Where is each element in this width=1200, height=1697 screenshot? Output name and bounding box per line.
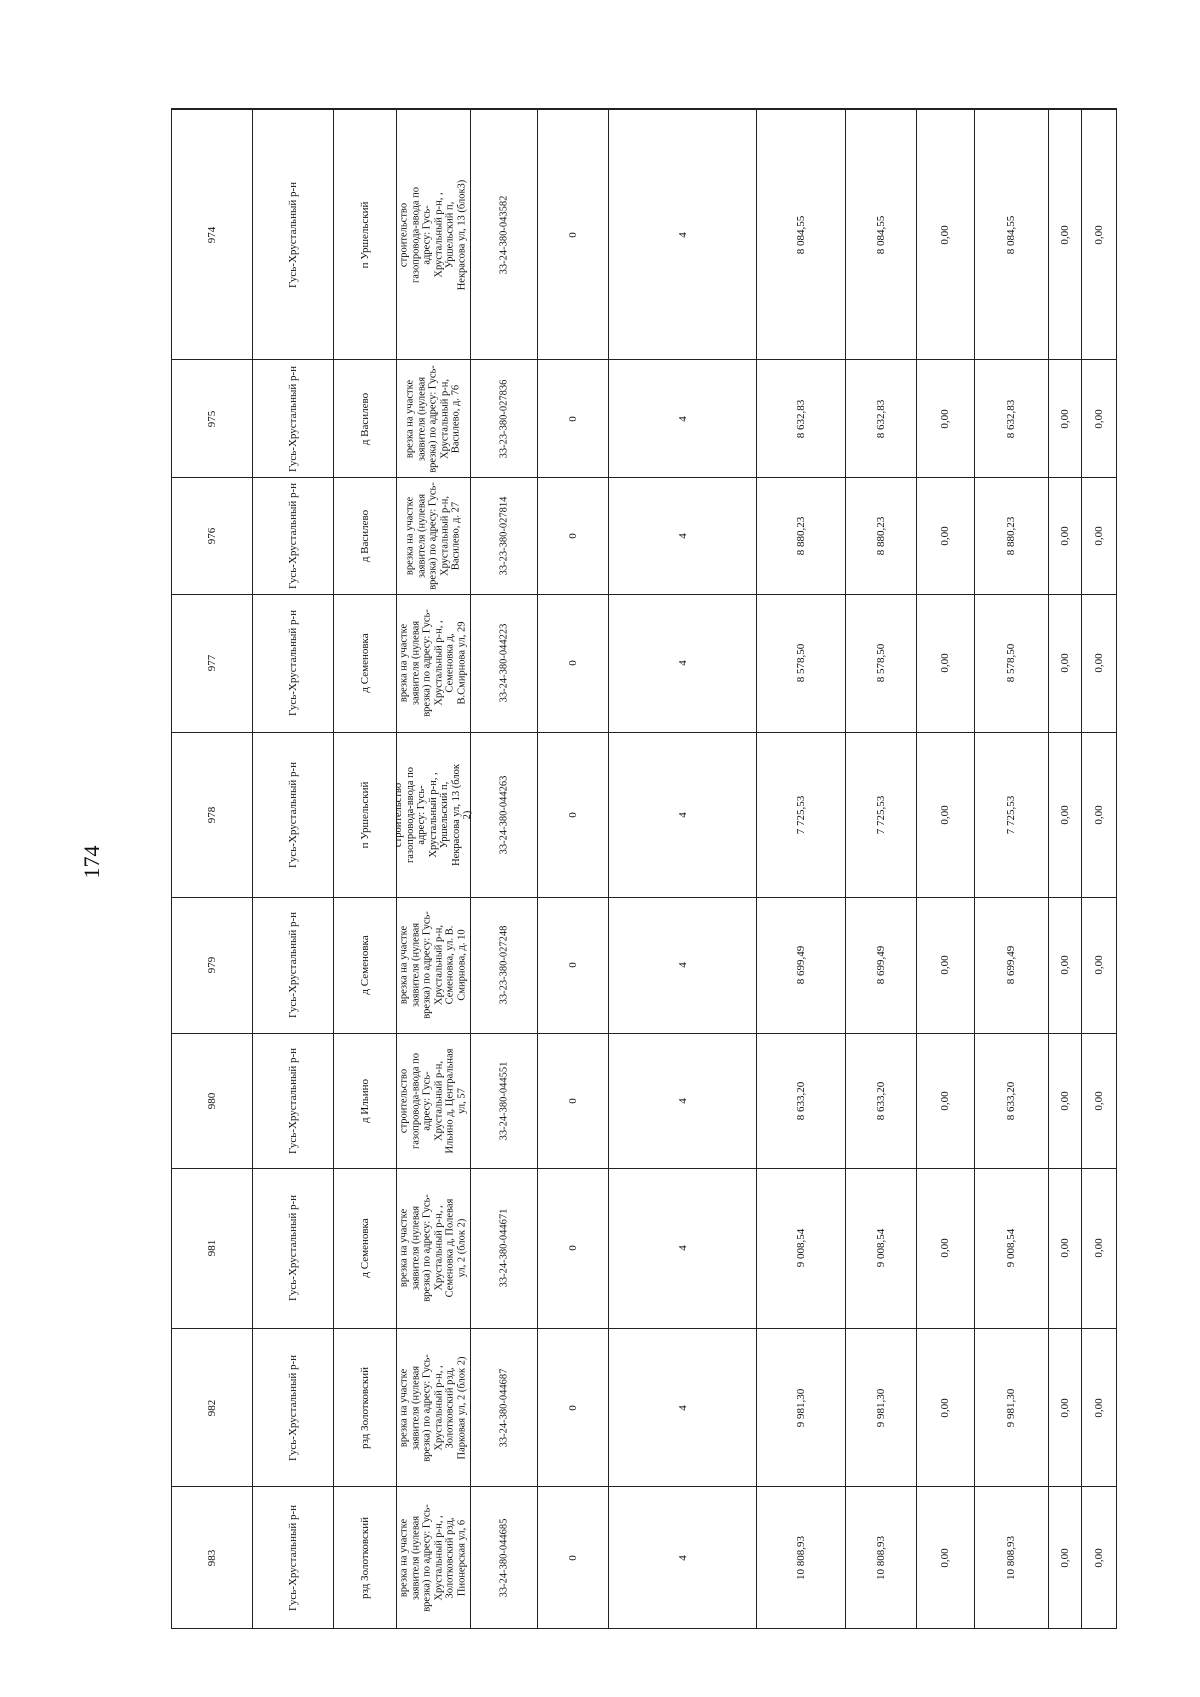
amount-col-6: 0,00 bbox=[1092, 1397, 1105, 1418]
amount-col-4-cell bbox=[974, 360, 1048, 477]
row-number-cell bbox=[172, 477, 253, 594]
settlement-name-cell bbox=[333, 1328, 396, 1487]
amount-col-4: 10 808,93 bbox=[1005, 1535, 1018, 1580]
amount-col-2-cell bbox=[846, 595, 917, 733]
work-description: врезка на участке заявителя (нулевая врезка) по адресу: Гусь-Хрустальный р-н, , Семеновка д, Полевая ул, 2 (блок 2) bbox=[398, 1194, 468, 1303]
cadastre-number: 33-24-380-044263 bbox=[498, 775, 510, 855]
settlement-name-cell bbox=[333, 1034, 396, 1169]
amount-col-4: 8 084,55 bbox=[1005, 215, 1018, 254]
amount-col-6-cell bbox=[1081, 595, 1116, 733]
district-name: Гусь-Хрустальный р-н bbox=[287, 181, 300, 288]
work-description-cell bbox=[396, 1487, 470, 1628]
cadastre-number-cell bbox=[470, 897, 538, 1033]
code-col-2-cell bbox=[609, 477, 757, 594]
amount-col-4: 8 578,50 bbox=[1005, 644, 1018, 683]
code-col-1: 0 bbox=[567, 962, 580, 969]
amount-col-6: 0,00 bbox=[1092, 805, 1105, 825]
amount-col-3: 0,00 bbox=[939, 225, 952, 245]
amount-col-6-cell bbox=[1081, 732, 1116, 897]
code-col-1: 0 bbox=[567, 812, 580, 818]
cadastre-number-cell bbox=[470, 1487, 538, 1628]
table-row bbox=[172, 1034, 1116, 1169]
cadastre-number: 33-24-380-043582 bbox=[498, 195, 510, 275]
cadastre-number-cell bbox=[470, 595, 538, 733]
code-col-2-cell bbox=[609, 595, 757, 733]
amount-col-2: 7 725,53 bbox=[875, 795, 888, 835]
cadastre-number: 33-23-380-027814 bbox=[498, 496, 510, 576]
settlement-name: д Семеновка bbox=[358, 935, 371, 995]
amount-col-6: 0,00 bbox=[1092, 1238, 1105, 1258]
cadastre-number: 33-24-380-044685 bbox=[498, 1518, 510, 1598]
amount-col-4-cell bbox=[974, 1168, 1048, 1328]
amount-col-1: 8 632,83 bbox=[795, 399, 808, 438]
amount-col-6-cell bbox=[1081, 1487, 1116, 1628]
table-row bbox=[172, 1487, 1116, 1628]
code-col-1: 0 bbox=[567, 1404, 580, 1411]
amount-col-2-cell bbox=[846, 1487, 917, 1628]
amount-col-5: 0,00 bbox=[1058, 805, 1071, 825]
settlement-name-cell bbox=[333, 477, 396, 594]
settlement-name: п Уршельский bbox=[358, 201, 371, 269]
code-col-1-cell bbox=[538, 1168, 609, 1328]
amount-col-3-cell bbox=[917, 595, 975, 733]
settlement-name: д Семеновка bbox=[358, 1218, 371, 1278]
table-row bbox=[172, 360, 1116, 477]
code-col-2: 4 bbox=[676, 660, 689, 667]
district-name: Гусь-Хрустальный р-н bbox=[287, 1504, 300, 1611]
row-number-cell bbox=[172, 110, 253, 360]
settlement-name-cell bbox=[333, 110, 396, 360]
amount-col-5-cell bbox=[1048, 732, 1081, 897]
amount-col-3-cell bbox=[917, 110, 975, 360]
district-name-cell bbox=[253, 732, 334, 897]
amount-col-2-cell bbox=[846, 360, 917, 477]
amount-col-1: 8 578,50 bbox=[795, 644, 808, 683]
row-number: 980 bbox=[206, 1092, 219, 1110]
amount-col-6: 0,00 bbox=[1092, 1548, 1105, 1568]
amount-col-2-cell bbox=[846, 1034, 917, 1169]
amount-col-6: 0,00 bbox=[1092, 408, 1105, 429]
amount-col-3: 0,00 bbox=[939, 955, 952, 976]
district-name-cell bbox=[253, 477, 334, 594]
settlement-name: д Василево bbox=[358, 392, 371, 445]
settlement-name: рзд Золотковский bbox=[358, 1516, 371, 1599]
amount-col-6: 0,00 bbox=[1092, 526, 1105, 546]
code-col-1-cell bbox=[538, 732, 609, 897]
amount-col-5-cell bbox=[1048, 595, 1081, 733]
amount-col-4-cell bbox=[974, 1328, 1048, 1487]
amount-col-2-cell bbox=[846, 1328, 917, 1487]
work-description-cell bbox=[396, 1168, 470, 1328]
cadastre-number-cell bbox=[470, 360, 538, 477]
amount-col-3: 0,00 bbox=[939, 1548, 952, 1568]
amount-col-5-cell bbox=[1048, 1328, 1081, 1487]
row-number: 977 bbox=[206, 655, 219, 672]
work-description: строительство газопровода-ввода по адресу: Гусь-Хрустальный р-н, Ильино д, Центральная ул, 57 bbox=[398, 1048, 468, 1154]
work-description-cell bbox=[396, 897, 470, 1033]
cadastre-number-cell bbox=[470, 1168, 538, 1328]
amount-col-1: 8 633,20 bbox=[795, 1081, 808, 1121]
work-description-cell bbox=[396, 1328, 470, 1487]
amount-col-4: 8 880,23 bbox=[1005, 516, 1018, 556]
cadastre-number-cell bbox=[470, 732, 538, 897]
district-name-cell bbox=[253, 360, 334, 477]
row-number-cell bbox=[172, 1168, 253, 1328]
code-col-2: 4 bbox=[676, 962, 689, 969]
row-number: 975 bbox=[206, 410, 219, 427]
amount-col-5-cell bbox=[1048, 110, 1081, 360]
code-col-2: 4 bbox=[676, 1245, 689, 1252]
work-description-cell bbox=[396, 477, 470, 594]
code-col-2: 4 bbox=[676, 1098, 689, 1104]
row-number-cell bbox=[172, 1487, 253, 1628]
amount-col-1-cell bbox=[757, 477, 846, 594]
amount-col-2-cell bbox=[846, 110, 917, 360]
row-number: 983 bbox=[206, 1549, 219, 1566]
row-number: 976 bbox=[206, 527, 219, 545]
code-col-2-cell bbox=[609, 110, 757, 360]
work-description-cell bbox=[396, 110, 470, 360]
row-number-cell bbox=[172, 1034, 253, 1169]
amount-col-2: 8 633,20 bbox=[875, 1081, 888, 1121]
table-row bbox=[172, 1168, 1116, 1328]
code-col-1-cell bbox=[538, 360, 609, 477]
amount-col-5: 0,00 bbox=[1058, 225, 1071, 245]
row-number-cell bbox=[172, 360, 253, 477]
row-number-cell bbox=[172, 595, 253, 733]
amount-col-2: 9 008,54 bbox=[875, 1229, 888, 1268]
amount-col-2: 10 808,93 bbox=[875, 1535, 888, 1580]
table-row bbox=[172, 595, 1116, 733]
code-col-1-cell bbox=[538, 1328, 609, 1487]
amount-col-5: 0,00 bbox=[1058, 408, 1071, 429]
cadastre-number: 33-24-380-044223 bbox=[498, 624, 510, 703]
amount-col-3: 0,00 bbox=[939, 1091, 952, 1111]
work-description: врезка на участке заявителя (нулевая врезка) по адресу: Гусь-Хрустальный р-н, Василево, д. 76 bbox=[404, 364, 462, 473]
district-name-cell bbox=[253, 1168, 334, 1328]
amount-col-3: 0,00 bbox=[939, 1238, 952, 1258]
settlement-name: д Ильино bbox=[358, 1078, 371, 1123]
row-number-cell bbox=[172, 1328, 253, 1487]
amount-col-5-cell bbox=[1048, 897, 1081, 1033]
row-number-cell bbox=[172, 897, 253, 1033]
code-col-2: 4 bbox=[676, 533, 689, 539]
table-row bbox=[172, 732, 1116, 897]
amount-col-1: 8 699,49 bbox=[795, 946, 808, 985]
amount-col-1-cell bbox=[757, 732, 846, 897]
table-row bbox=[172, 897, 1116, 1033]
amount-col-4: 8 633,20 bbox=[1005, 1081, 1018, 1121]
table-row bbox=[172, 110, 1116, 360]
amount-col-1: 8 084,55 bbox=[795, 215, 808, 254]
settlement-name-cell bbox=[333, 732, 396, 897]
amount-col-1-cell bbox=[757, 1168, 846, 1328]
table-row bbox=[172, 1328, 1116, 1487]
amount-col-1: 9 981,30 bbox=[795, 1388, 808, 1427]
amount-col-4: 8 699,49 bbox=[1005, 946, 1018, 985]
amount-col-5: 0,00 bbox=[1058, 1548, 1071, 1568]
cadastre-number-cell bbox=[470, 1034, 538, 1169]
settlement-name: д Василево bbox=[358, 509, 371, 563]
district-name: Гусь-Хрустальный р-н bbox=[287, 365, 300, 472]
code-col-1-cell bbox=[538, 1034, 609, 1169]
settlement-name: п Уршельский bbox=[358, 781, 371, 849]
code-col-1: 0 bbox=[567, 1098, 580, 1104]
district-name-cell bbox=[253, 110, 334, 360]
amount-col-2: 9 981,30 bbox=[875, 1388, 888, 1427]
amount-col-5: 0,00 bbox=[1058, 1238, 1071, 1258]
code-col-1-cell bbox=[538, 897, 609, 1033]
amount-col-4-cell bbox=[974, 110, 1048, 360]
district-name: Гусь-Хрустальный р-н bbox=[287, 610, 300, 717]
amount-col-3: 0,00 bbox=[939, 526, 952, 546]
district-name-cell bbox=[253, 1328, 334, 1487]
work-description-cell bbox=[396, 595, 470, 733]
amount-col-6-cell bbox=[1081, 360, 1116, 477]
amount-col-3-cell bbox=[917, 1034, 975, 1169]
code-col-1: 0 bbox=[567, 1554, 580, 1561]
amount-col-1-cell bbox=[757, 360, 846, 477]
amount-col-6: 0,00 bbox=[1092, 225, 1105, 245]
amount-col-6-cell bbox=[1081, 110, 1116, 360]
row-number: 974 bbox=[206, 226, 219, 243]
code-col-2-cell bbox=[609, 1328, 757, 1487]
settlement-name: рзд Золотковский bbox=[358, 1366, 371, 1449]
amount-col-2: 8 632,83 bbox=[875, 399, 888, 438]
code-col-1-cell bbox=[538, 1487, 609, 1628]
amount-col-2-cell bbox=[846, 477, 917, 594]
amount-col-3: 0,00 bbox=[939, 1397, 952, 1418]
amount-col-4-cell bbox=[974, 732, 1048, 897]
code-col-1: 0 bbox=[567, 533, 580, 539]
amount-col-1: 9 008,54 bbox=[795, 1229, 808, 1268]
code-col-2-cell bbox=[609, 732, 757, 897]
amount-col-1-cell bbox=[757, 1487, 846, 1628]
amount-col-2-cell bbox=[846, 1168, 917, 1328]
code-col-2-cell bbox=[609, 897, 757, 1033]
amount-col-4-cell bbox=[974, 897, 1048, 1033]
code-col-2: 4 bbox=[676, 1404, 689, 1411]
district-name: Гусь-Хрустальный р-н bbox=[287, 761, 300, 868]
code-col-2-cell bbox=[609, 1168, 757, 1328]
code-col-1: 0 bbox=[567, 415, 580, 422]
amount-col-4-cell bbox=[974, 1487, 1048, 1628]
amount-col-5: 0,00 bbox=[1058, 1091, 1071, 1111]
amount-col-4: 7 725,53 bbox=[1005, 795, 1018, 835]
code-col-1-cell bbox=[538, 110, 609, 360]
amount-col-3: 0,00 bbox=[939, 653, 952, 674]
amount-col-1: 7 725,53 bbox=[795, 795, 808, 835]
amount-col-4-cell bbox=[974, 1034, 1048, 1169]
amount-col-3-cell bbox=[917, 477, 975, 594]
code-col-2-cell bbox=[609, 1487, 757, 1628]
amount-col-5: 0,00 bbox=[1058, 526, 1071, 546]
amount-col-4: 9 008,54 bbox=[1005, 1229, 1018, 1268]
code-col-2-cell bbox=[609, 360, 757, 477]
code-col-1: 0 bbox=[567, 1245, 580, 1252]
code-col-2: 4 bbox=[676, 415, 689, 422]
work-description: врезка на участке заявителя (нулевая врезка) по адресу: Гусь-Хрустальный р-н, , Семеновка д, В.Смирнова ул, 29 bbox=[398, 609, 468, 718]
amount-col-1-cell bbox=[757, 897, 846, 1033]
row-number: 981 bbox=[206, 1240, 219, 1257]
amount-col-3: 0,00 bbox=[939, 805, 952, 825]
code-col-2-cell bbox=[609, 1034, 757, 1169]
settlement-name: д Семеновка bbox=[358, 633, 371, 694]
code-col-2: 4 bbox=[676, 231, 689, 238]
work-description: врезка на участке заявителя (нулевая врезка) по адресу: Гусь-Хрустальный р-н, Василево, д. 27 bbox=[404, 482, 462, 590]
district-name: Гусь-Хрустальный р-н bbox=[287, 1354, 300, 1461]
code-col-1-cell bbox=[538, 477, 609, 594]
amount-col-5: 0,00 bbox=[1058, 1397, 1071, 1418]
amount-col-3-cell bbox=[917, 732, 975, 897]
cadastre-number: 33-24-380-044671 bbox=[498, 1208, 510, 1288]
amount-col-2: 8 578,50 bbox=[875, 644, 888, 683]
amount-col-5-cell bbox=[1048, 360, 1081, 477]
amount-col-5-cell bbox=[1048, 1034, 1081, 1169]
amount-col-3-cell bbox=[917, 1487, 975, 1628]
amount-col-5: 0,00 bbox=[1058, 653, 1071, 674]
district-name: Гусь-Хрустальный р-н bbox=[287, 482, 300, 589]
amount-col-5-cell bbox=[1048, 1168, 1081, 1328]
page-number: 174 bbox=[79, 845, 104, 879]
amount-col-6: 0,00 bbox=[1092, 653, 1105, 674]
amount-col-6-cell bbox=[1081, 1034, 1116, 1169]
cadastre-number: 33-24-380-044687 bbox=[498, 1368, 510, 1447]
settlement-name-cell bbox=[333, 595, 396, 733]
code-col-2: 4 bbox=[676, 812, 689, 818]
cadastre-number: 33-24-380-044551 bbox=[498, 1061, 510, 1141]
amount-col-1: 10 808,93 bbox=[795, 1535, 808, 1580]
amount-col-2-cell bbox=[846, 732, 917, 897]
work-description-cell bbox=[396, 360, 470, 477]
amount-col-6: 0,00 bbox=[1092, 955, 1105, 976]
amount-col-2: 8 084,55 bbox=[875, 215, 888, 254]
amount-col-6-cell bbox=[1081, 1168, 1116, 1328]
row-number: 978 bbox=[206, 806, 219, 824]
district-name: Гусь-Хрустальный р-н bbox=[287, 1047, 300, 1154]
district-name-cell bbox=[253, 1487, 334, 1628]
data-table bbox=[171, 108, 1117, 1629]
district-name-cell bbox=[253, 897, 334, 1033]
work-description: врезка на участке заявителя (нулевая врезка) по адресу: Гусь-Хрустальный р-н, Семеновка, ул. В. Смирнова, д. 10 bbox=[398, 911, 468, 1020]
cadastre-number: 33-23-380-027836 bbox=[498, 379, 510, 458]
amount-col-3-cell bbox=[917, 1168, 975, 1328]
amount-col-6: 0,00 bbox=[1092, 1091, 1105, 1111]
row-number-cell bbox=[172, 732, 253, 897]
cadastre-number-cell bbox=[470, 110, 538, 360]
district-name-cell bbox=[253, 595, 334, 733]
cadastre-number: 33-23-380-027248 bbox=[498, 926, 510, 1005]
cadastre-number-cell bbox=[470, 477, 538, 594]
amount-col-3: 0,00 bbox=[939, 408, 952, 429]
amount-col-4-cell bbox=[974, 595, 1048, 733]
amount-col-2: 8 880,23 bbox=[875, 516, 888, 556]
amount-col-6-cell bbox=[1081, 897, 1116, 1033]
code-col-1-cell bbox=[538, 595, 609, 733]
settlement-name-cell bbox=[333, 360, 396, 477]
table-row bbox=[172, 477, 1116, 594]
code-col-1: 0 bbox=[567, 660, 580, 667]
amount-col-4: 9 981,30 bbox=[1005, 1388, 1018, 1427]
work-description: строительство газопровода-ввода по адресу: Гусь-Хрустальный р-н, , Уршельский п, Некрасова ул, 13 (блок3) bbox=[398, 179, 468, 291]
amount-col-5-cell bbox=[1048, 1487, 1081, 1628]
amount-col-1-cell bbox=[757, 595, 846, 733]
amount-col-2: 8 699,49 bbox=[875, 946, 888, 985]
work-description-cell bbox=[392, 732, 473, 897]
settlement-name-cell bbox=[333, 897, 396, 1033]
amount-col-1: 8 880,23 bbox=[795, 516, 808, 556]
row-number: 982 bbox=[206, 1399, 219, 1416]
code-col-2: 4 bbox=[676, 1554, 689, 1561]
amount-col-5: 0,00 bbox=[1058, 955, 1071, 976]
district-name: Гусь-Хрустальный р-н bbox=[287, 912, 300, 1019]
amount-col-6-cell bbox=[1081, 477, 1116, 594]
amount-col-3-cell bbox=[917, 1328, 975, 1487]
amount-col-1-cell bbox=[757, 1328, 846, 1487]
amount-col-4-cell bbox=[974, 477, 1048, 594]
district-name: Гусь-Хрустальный р-н bbox=[287, 1195, 300, 1302]
work-description: строительство газопровода-ввода по адресу: Гусь-Хрустальный р-н, , Уршельский п, Некрасова ул, 13 (блок 2) bbox=[392, 763, 473, 866]
table-body bbox=[172, 109, 1116, 1628]
district-name-cell bbox=[253, 1034, 334, 1169]
amount-col-3-cell bbox=[917, 897, 975, 1033]
amount-col-4: 8 632,83 bbox=[1005, 399, 1018, 438]
amount-col-5-cell bbox=[1048, 477, 1081, 594]
work-description: врезка на участке заявителя (нулевая врезка) по адресу: Гусь-Хрустальный р-н, , Золотковский рзд, Парковая ул, 2 (блок 2) bbox=[398, 1353, 468, 1462]
settlement-name-cell bbox=[333, 1168, 396, 1328]
amount-col-2-cell bbox=[846, 897, 917, 1033]
cadastre-number-cell bbox=[470, 1328, 538, 1487]
row-number: 979 bbox=[206, 957, 219, 974]
settlement-name-cell bbox=[333, 1487, 396, 1628]
amount-col-1-cell bbox=[757, 110, 846, 360]
code-col-1: 0 bbox=[567, 231, 580, 238]
amount-col-6-cell bbox=[1081, 1328, 1116, 1487]
amount-col-1-cell bbox=[757, 1034, 846, 1169]
work-description-cell bbox=[396, 1034, 470, 1169]
work-description: врезка на участке заявителя (нулевая врезка) по адресу: Гусь-Хрустальный р-н, , Золотковский рзд, Пионерская ул, 6 bbox=[398, 1503, 468, 1612]
amount-col-3-cell bbox=[917, 360, 975, 477]
